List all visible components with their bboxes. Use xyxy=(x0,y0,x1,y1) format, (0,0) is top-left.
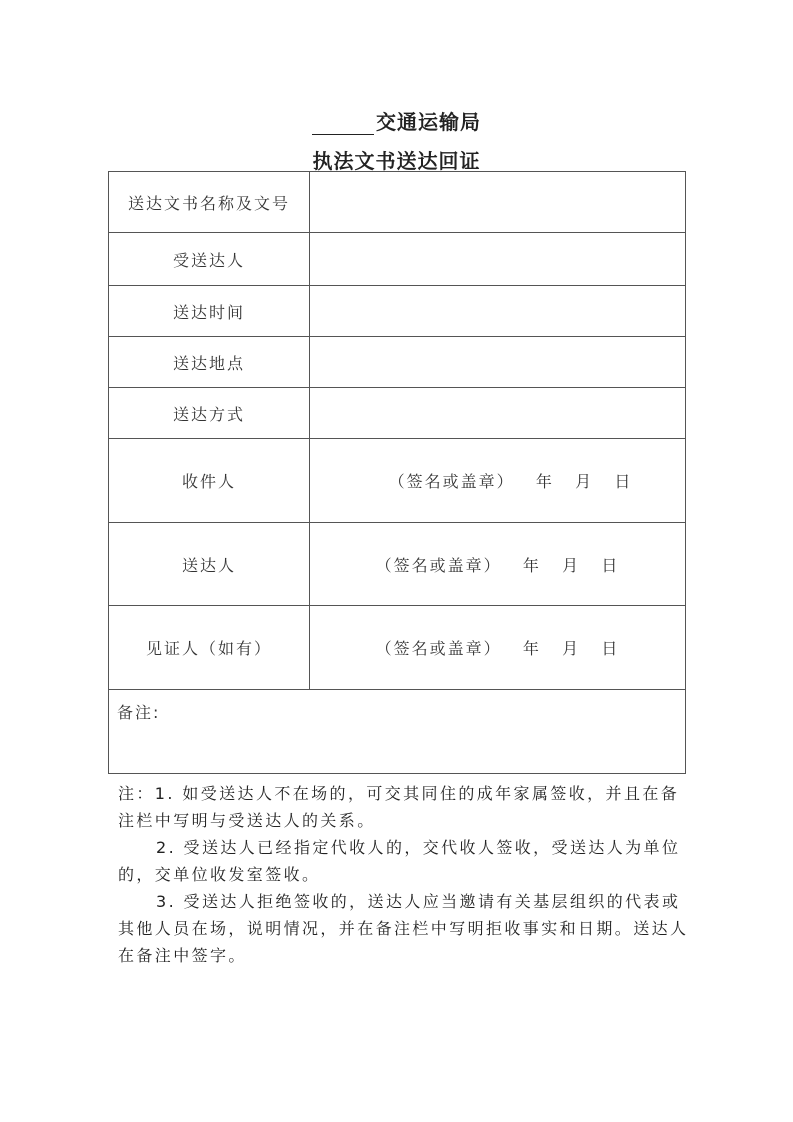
row-label: 送达文书名称及文号 xyxy=(109,172,310,233)
document-name-field[interactable] xyxy=(310,172,686,233)
row-label: 送达人 xyxy=(109,523,310,606)
form-row-service-location xyxy=(109,337,686,388)
note-3-line-2: 其他人员在场，说明情况，并在备注栏中写明拒收事实和日期。送达人 xyxy=(118,919,689,938)
row-label: 受送达人 xyxy=(109,233,310,286)
row-label: 见证人（如有） xyxy=(109,606,310,690)
service-method-field[interactable] xyxy=(310,388,686,439)
form-row-recipient xyxy=(109,233,686,286)
note-1-line-2: 注栏中写明与受送达人的关系。 xyxy=(118,811,376,830)
document-title: 执法文书送达回证 xyxy=(312,149,481,173)
row-label: 送达方式 xyxy=(109,388,310,439)
note-2-line-1: 2. 受送达人已经指定代收人的，交代收人签收，受送达人为单位 xyxy=(156,838,681,857)
form-row-witness-signature xyxy=(109,606,686,690)
row-label: 收件人 xyxy=(109,439,310,523)
agency-name-blank[interactable] xyxy=(312,114,374,135)
agency-suffix: 交通运输局 xyxy=(376,110,481,134)
note-2-line-2: 的，交单位收发室签收。 xyxy=(118,865,321,884)
agency-title xyxy=(0,106,793,135)
form-row-receiver-signature xyxy=(109,439,686,523)
row-label: 送达时间 xyxy=(109,286,310,337)
remarks-label: 备注: xyxy=(117,703,161,722)
service-time-field[interactable] xyxy=(310,286,686,337)
remarks-field[interactable] xyxy=(109,690,686,774)
form-row-service-time xyxy=(109,286,686,337)
server-signature-field[interactable]: （签名或盖章） 年 月 日 xyxy=(310,523,686,606)
form-row-server-signature xyxy=(109,523,686,606)
form-row-service-method xyxy=(109,388,686,439)
note-3-line-3: 在备注中签字。 xyxy=(118,946,247,965)
note-1-line-1: 注：1. 如受送达人不在场的，可交其同住的成年家属签收，并且在备 xyxy=(118,784,680,803)
note-3-line-1: 3. 受送达人拒绝签收的，送达人应当邀请有关基层组织的代表或 xyxy=(156,892,681,911)
witness-signature-field[interactable]: （签名或盖章） 年 月 日 xyxy=(310,606,686,690)
recipient-field[interactable] xyxy=(310,233,686,286)
notes-section xyxy=(118,780,693,969)
service-receipt-form xyxy=(108,171,686,774)
form-row-remarks xyxy=(109,690,686,774)
receiver-signature-field[interactable]: （签名或盖章） 年 月 日 xyxy=(310,439,686,523)
form-row-document-name xyxy=(109,172,686,233)
row-label: 送达地点 xyxy=(109,337,310,388)
service-location-field[interactable] xyxy=(310,337,686,388)
